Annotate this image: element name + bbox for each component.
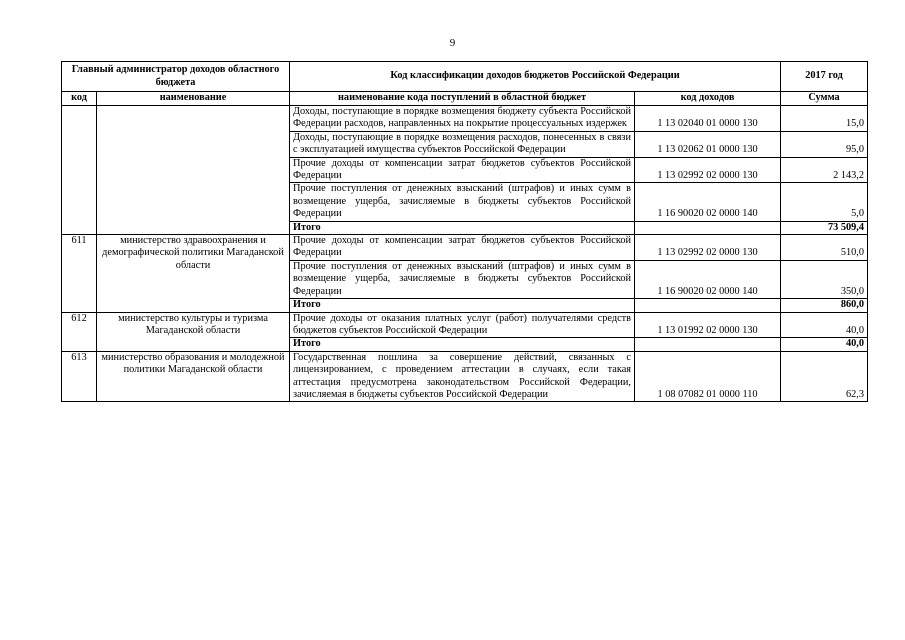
admin-name: министерство здравоохранения и демографической политики Магаданской области — [97, 235, 290, 312]
revenue-table — [61, 61, 868, 402]
revenue-sum: 350,0 — [781, 260, 868, 298]
revenue-code-column-header: код доходов — [635, 92, 781, 106]
revenue-sum: 95,0 — [781, 131, 868, 157]
admin-code — [62, 106, 97, 235]
revenue-code: 1 16 90020 02 0000 140 — [635, 260, 781, 298]
total-label: Итого — [290, 221, 635, 234]
revenue-code: 1 08 07082 01 0000 110 — [635, 351, 781, 402]
revenue-description: Прочие доходы от компенсации затрат бюджетов субъектов Российской Федерации — [290, 157, 635, 183]
revenue-description: Прочие поступления от денежных взысканий (штрафов) и иных сумм в возмещение ущерба, зачисляемые в бюджеты субъектов Российской Федерации — [290, 260, 635, 298]
name-column-header: наименование — [97, 92, 290, 106]
revenue-code: 1 16 90020 02 0000 140 — [635, 183, 781, 221]
revenue-sum: 40,0 — [781, 312, 868, 338]
revenue-sum: 5,0 — [781, 183, 868, 221]
revenue-description: Доходы, поступающие в порядке возмещения бюджету субъекта Российской Федерации расходов, направленных на покрытие процессуальных издержек — [290, 106, 635, 132]
revenue-sum: 2 143,2 — [781, 157, 868, 183]
revenue-description: Государственная пошлина за совершение действий, связанных с лицензированием, с проведением аттестации в случаях, если такая аттестация предусмотрена законодательством Российской Федерации, зачисляемая в бюджеты субъектов Российской Федерации — [290, 351, 635, 402]
admin-group-header: Главный администратор доходов областного бюджета — [62, 62, 290, 92]
total-sum: 40,0 — [781, 338, 868, 351]
revenue-code: 1 13 01992 02 0000 130 — [635, 312, 781, 338]
year-header: 2017 год — [781, 62, 868, 92]
total-empty-code — [635, 338, 781, 351]
sum-column-header: Сумма — [781, 92, 868, 106]
revenue-code: 1 13 02062 01 0000 130 — [635, 131, 781, 157]
total-empty-code — [635, 221, 781, 234]
code-column-header: код — [62, 92, 97, 106]
revenue-description: Доходы, поступающие в порядке возмещения расходов, понесенных в связи с эксплуатацией имущества субъектов Российской Федерации — [290, 131, 635, 157]
revenue-code: 1 13 02040 01 0000 130 — [635, 106, 781, 132]
table-row — [62, 312, 868, 338]
admin-code: 613 — [62, 351, 97, 402]
total-label: Итого — [290, 338, 635, 351]
page-number: 9 — [449, 37, 456, 49]
admin-name — [97, 106, 290, 235]
table-row — [62, 351, 868, 402]
total-sum: 73 509,4 — [781, 221, 868, 234]
total-label: Итого — [290, 299, 635, 312]
revenue-description: Прочие доходы от компенсации затрат бюджетов субъектов Российской Федерации — [290, 235, 635, 261]
revenue-description: Прочие поступления от денежных взысканий (штрафов) и иных сумм в возмещение ущерба, зачисляемые в бюджеты субъектов Российской Федерации — [290, 183, 635, 221]
classification-header: Код классификации доходов бюджетов Российской Федерации — [290, 62, 781, 92]
revenue-code: 1 13 02992 02 0000 130 — [635, 157, 781, 183]
admin-code: 611 — [62, 235, 97, 312]
table-row — [62, 106, 868, 132]
revenue-sum: 62,3 — [781, 351, 868, 402]
table-row — [62, 235, 868, 261]
revenue-description: Прочие доходы от оказания платных услуг (работ) получателями средств бюджетов субъектов Российской Федерации — [290, 312, 635, 338]
admin-code: 612 — [62, 312, 97, 351]
description-column-header: наименование кода поступлений в областной бюджет — [290, 92, 635, 106]
admin-name: министерство образования и молодежной политики Магаданской области — [97, 351, 290, 402]
revenue-code: 1 13 02992 02 0000 130 — [635, 235, 781, 261]
revenue-sum: 510,0 — [781, 235, 868, 261]
admin-name: министерство культуры и туризма Магаданской области — [97, 312, 290, 351]
table-body — [62, 106, 868, 402]
total-empty-code — [635, 299, 781, 312]
total-sum: 860,0 — [781, 299, 868, 312]
revenue-sum: 15,0 — [781, 106, 868, 132]
